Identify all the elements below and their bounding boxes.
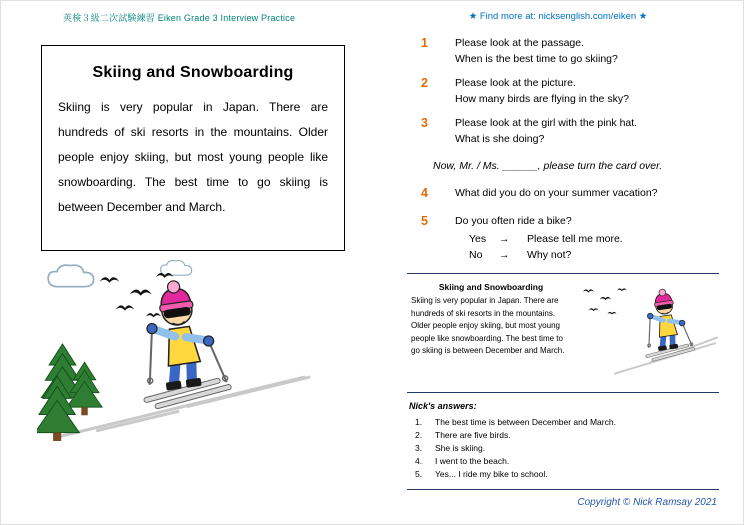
question-line: Please look at the girl with the pink hat. [455,117,638,129]
header-course-title: 英検３級二次試験練習 Eiken Grade 3 Interview Practice [63,13,296,23]
question-number: 1 [421,36,428,50]
bird-icon [146,313,162,317]
bird-icon [130,290,152,296]
section-divider [407,273,719,274]
question-number: 4 [421,186,428,200]
answer-text: Yes... I ride my bike to school. [435,469,548,479]
question-line: What is she doing? [455,133,545,145]
answer-number: 4. [415,456,423,466]
question-line: Please look at the picture. [455,77,576,89]
arrow-icon: → [499,233,510,245]
card-back-preview [407,280,719,380]
question-number: 3 [421,116,428,130]
passage-card [41,45,345,251]
interview-questions-panel [407,35,719,508]
answer-text: She is skiing. [435,443,486,453]
answer-text: I went to the beach. [435,456,510,466]
bird-icon [607,312,616,315]
question-3 [407,115,719,147]
question-5 [407,213,719,263]
cloud-icon [161,261,192,276]
answer-item [407,442,719,455]
question-number: 2 [421,76,428,90]
question-number: 5 [421,214,428,228]
turn-card-instruction: Now, Mr. / Ms. ______, please turn the card over. [433,160,663,172]
skier-figure [637,286,696,363]
answers-section [407,401,719,481]
mini-skier-scene-svg [577,280,719,380]
option-response: Please tell me more. [527,233,623,245]
answers-heading: Nick's answers: [409,401,477,411]
question-1 [407,35,719,67]
answer-number: 2. [415,430,423,440]
answer-item [407,468,719,481]
bird-icon [588,308,598,311]
bird-icon [600,297,611,300]
skier-figure [128,275,233,411]
question-line: Do you often ride a bike? [455,215,572,227]
bird-icon [617,288,627,291]
passage-title: Skiing and Snowboarding [92,64,294,81]
answer-item [407,416,719,429]
question-line: How many birds are flying in the sky? [455,93,629,105]
mini-card-title: Skiing and Snowboarding [438,282,544,292]
cloud-icon [48,265,93,287]
option-response: Why not? [527,249,572,261]
mini-skier-illustration [571,280,719,380]
answer-item [407,429,719,442]
answer-text: The best time is between December and March. [435,417,616,427]
question-line: Please look at the passage. [455,37,585,49]
passage-text: Skiing is very popular in Japan. There are hundreds of ski resorts in the mountains. Older people enjoy skiing, but most young people like snowboarding. The best time to go skiing is between December and March. [58,100,328,214]
bird-icon [99,277,119,282]
yes-option [469,231,719,247]
answer-number: 1. [415,417,423,427]
copyright-notice: Copyright © Nick Ramsay 2021 [577,497,717,508]
skier-scene-svg [37,257,319,441]
header-website-link[interactable]: ★ Find more at: nicksenglish.com/eiken ★ [468,11,648,22]
skier-illustration [37,257,319,441]
answer-item [407,455,719,468]
no-option [469,247,719,263]
question-line: When is the best time to go skiing? [455,53,618,65]
arrow-icon: → [499,249,510,261]
option-label: Yes [469,233,487,245]
question-line: What did you do on your summer vacation? [455,187,658,199]
answer-text: There are five birds. [435,430,511,440]
question-2 [407,75,719,107]
mini-card-passage: Skiing is very popular in Japan. There are hundreds of ski resorts in the mountains. Older people enjoy skiing, but most young people like snowboarding. The best time to go skiing is between December and March. [411,296,565,355]
answer-number: 5. [415,469,423,479]
bird-icon [583,289,594,292]
question-4 [407,185,719,201]
section-divider [407,489,719,490]
section-divider [407,392,719,393]
answer-number: 3. [415,443,423,453]
bird-icon [116,305,135,310]
option-label: No [469,249,483,261]
